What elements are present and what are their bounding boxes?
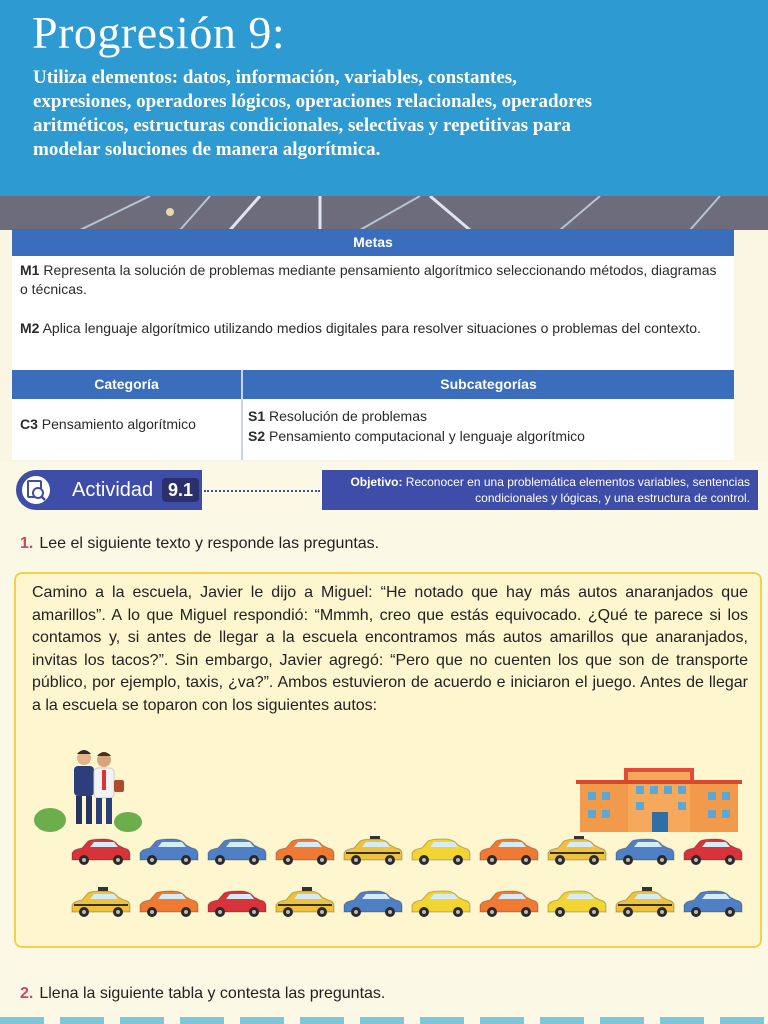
cars-illustration	[64, 836, 744, 932]
decorative-band	[0, 196, 768, 230]
category-text: Pensamiento algorítmico	[41, 416, 196, 432]
story-text: Camino a la escuela, Javier le dijo a Miguel: “He notado que hay más autos anaranjados que amarillos”. A lo que Miguel respondió: “Mmmh, creo que estás equivocado. ¿Qué te parece si los contamos y, si antes de llegar a la escuela encontramos más autos amarillos que anaranjados, invitas los tacos?”. Sin embargo, Javier agregó: “Pero que no cuenten los que son de transporte público, por ejemplo, taxis, ¿va?”. Ambos estuvieron de acuerdo e iniciaron el juego. Antes de llegar a la escuela se toparon con los siguientes autos:	[32, 584, 748, 714]
subcategory-s1-text: Resolución de problemas	[269, 408, 427, 424]
subcategory-s1-code: S1	[248, 408, 266, 424]
question-2-text: Llena la siguiente tabla y contesta las preguntas.	[39, 985, 386, 1002]
category-heading: Categoría	[94, 376, 159, 392]
progression-header	[0, 0, 768, 196]
activity-badge	[16, 470, 202, 510]
yellow-car-icon	[412, 839, 470, 865]
goals-table	[12, 229, 734, 460]
orange-car-icon	[276, 839, 334, 865]
magnifier-document-icon	[20, 474, 52, 506]
taxi-car-icon	[616, 887, 674, 917]
category-header-row	[12, 370, 734, 399]
objective-text: Reconocer en una problemática elementos variables, sentencias condicionales y lógicas, y una estructura de control.	[405, 475, 750, 505]
orange-car-icon	[140, 891, 198, 917]
category-code: C3	[20, 416, 38, 432]
subcategory-s2-code: S2	[248, 428, 266, 444]
goals-heading: Metas	[12, 229, 734, 256]
progression-description: Utiliza elementos: datos, información, variables, constantes, expresiones, operadores lógicos, operaciones relacionales, operadores aritméticos, estructuras condicionales, selectivas y repetitivas para modelar soluciones de manera algorítmica.	[33, 67, 593, 160]
objective-label: Objetivo:	[350, 475, 403, 489]
taxi-car-icon	[276, 887, 334, 917]
objective-box	[322, 470, 758, 510]
goal-m2	[20, 319, 728, 338]
question-1-text: Lee el siguiente texto y responde las preguntas.	[39, 535, 380, 552]
red-car-icon	[72, 839, 130, 865]
goal-m1-code: M1	[20, 262, 40, 278]
yellow-car-icon	[412, 891, 470, 917]
orange-car-icon	[480, 891, 538, 917]
subcategory-s2-text: Pensamiento computacional y lenguaje algorítmico	[269, 428, 585, 444]
progression-title: Progresión 9:	[32, 7, 286, 58]
taxi-car-icon	[344, 836, 402, 865]
goal-m2-code: M2	[20, 320, 40, 336]
subcategory-s1	[248, 407, 427, 426]
school-building-illustration	[576, 768, 742, 832]
question-2-number: 2.	[20, 985, 34, 1002]
question-2	[20, 984, 385, 1004]
taxi-car-icon	[72, 887, 130, 917]
students-illustration	[30, 744, 150, 834]
decorative-lines	[0, 196, 768, 230]
story-box	[14, 572, 762, 948]
category-c3	[20, 415, 196, 434]
orange-car-icon	[480, 839, 538, 865]
red-car-icon	[684, 839, 742, 865]
activity-dotted-line	[204, 490, 320, 492]
subcategory-s2	[248, 427, 585, 446]
yellow-car-icon	[548, 891, 606, 917]
blue-car-icon	[208, 839, 266, 865]
goal-m2-text: Aplica lenguaje algorítmico utilizando medios digitales para resolver situaciones o problemas del contexto.	[42, 320, 701, 336]
subcategory-heading: Subcategorías	[440, 376, 537, 392]
column-divider	[241, 370, 243, 460]
question-1-number: 1.	[20, 535, 34, 552]
red-car-icon	[208, 891, 266, 917]
goal-m1-text: Representa la solución de problemas mediante pensamiento algorítmico seleccionando métodos, diagramas o técnicas.	[20, 262, 717, 297]
blue-car-icon	[140, 839, 198, 865]
bottom-decorative-strip	[0, 1017, 768, 1024]
activity-label: Actividad	[72, 479, 154, 501]
blue-car-icon	[344, 891, 402, 917]
activity-number: 9.1	[162, 478, 199, 502]
blue-car-icon	[616, 839, 674, 865]
activity-section	[0, 462, 768, 1024]
taxi-car-icon	[548, 836, 606, 865]
blue-car-icon	[684, 891, 742, 917]
question-1	[20, 534, 379, 554]
goal-m1	[20, 261, 728, 299]
